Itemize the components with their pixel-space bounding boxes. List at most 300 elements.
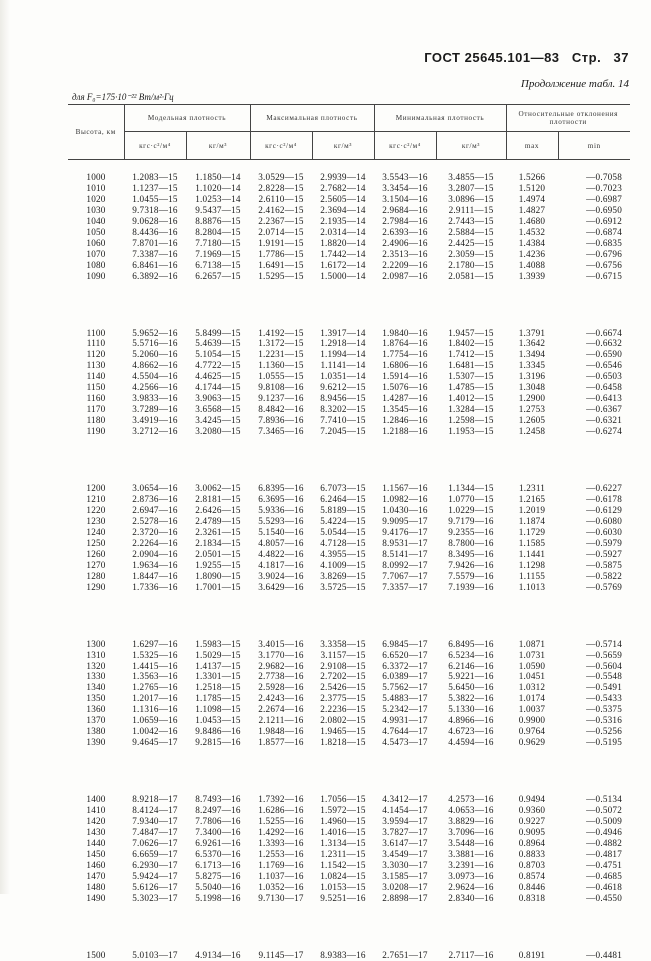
table-row [68, 737, 630, 748]
value-cell: 2.6110—15 [258, 193, 304, 204]
value-cell: 3.5543—16 [382, 172, 428, 182]
value-cell: 5.3822—16 [448, 693, 494, 704]
value-cell: 6.9261—16 [195, 837, 241, 848]
value-cell: 1.1567—16 [382, 483, 428, 494]
value-cell: 0.8318 [518, 892, 546, 903]
value-cell: 4.6723—16 [448, 726, 494, 737]
value-cell: 3.2080—15 [195, 426, 241, 437]
value-cell: 5.8275—16 [195, 870, 241, 881]
min-density-header: Минимальная плотность [374, 105, 506, 132]
value-cell: 1.9191—15 [258, 237, 304, 248]
value-cell: 4.4822—16 [258, 548, 304, 559]
value-cell: 1.2605 [518, 415, 546, 426]
value-cell: 3.9833—16 [132, 393, 178, 404]
value-cell: 1.1344—15 [448, 483, 494, 494]
value-cell: —0.4481 [586, 949, 622, 960]
altitude-cell: 1290 [86, 581, 106, 592]
unit-kgf-header: кгс·с²/м⁴ [250, 132, 312, 160]
value-cell: 2.1211—16 [258, 715, 304, 726]
value-cell: 1.5295—15 [258, 270, 304, 281]
value-cell: 2.7738—16 [258, 671, 304, 682]
unit-kg-header: кг/м³ [186, 132, 250, 160]
value-cell: 5.4639—15 [195, 338, 241, 349]
value-cell: 1.5255—16 [258, 816, 304, 827]
value-cell: 1.3939 [518, 270, 546, 281]
value-cell: 1.4384 [518, 237, 546, 248]
value-cell: 1.4287—16 [382, 393, 428, 404]
value-cell: 6.8461—16 [132, 259, 178, 270]
unit-kg-header: кг/м³ [312, 132, 374, 160]
value-cell: 7.7806—16 [195, 816, 241, 827]
altitude-cell: 1260 [86, 548, 106, 559]
value-cell: 4.8966—16 [448, 715, 494, 726]
value-cell: 2.3720—16 [132, 526, 178, 537]
table-body [68, 160, 630, 961]
table-row [68, 194, 630, 205]
value-cell: 5.4883—17 [382, 693, 428, 704]
value-cell: —0.6274 [586, 426, 622, 437]
value-cell: 4.9931—17 [382, 715, 428, 726]
altitude-cell: 1240 [86, 526, 106, 537]
relative-deviation-header: Относительные отклонения плотности [506, 105, 630, 132]
value-cell: 2.2236—15 [320, 704, 366, 715]
value-cell: 1.2753 [518, 404, 546, 415]
altitude-cell: 1190 [86, 426, 106, 437]
table-row [68, 682, 630, 693]
value-cell: 1.6491—15 [258, 259, 304, 270]
value-cell: 0.8191 [518, 949, 546, 960]
value-cell: 2.7443—15 [448, 215, 494, 226]
value-cell: 6.2146—16 [448, 660, 494, 671]
value-cell: 3.0654—16 [132, 483, 178, 494]
altitude-cell: 1180 [86, 415, 106, 426]
value-cell: 1.3345 [518, 360, 546, 371]
altitude-cell: 1030 [86, 204, 106, 215]
value-cell: 1.4415—16 [132, 660, 178, 671]
altitude-cell: 1480 [86, 881, 106, 892]
value-cell: —0.5769 [586, 581, 622, 592]
value-cell: 4.9134—16 [195, 949, 241, 960]
altitude-cell: 1320 [86, 660, 106, 671]
value-cell: 2.9682—16 [258, 660, 304, 671]
table-row [68, 426, 630, 437]
value-cell: 3.5725—15 [320, 581, 366, 592]
value-cell: —0.6546 [586, 360, 622, 371]
value-cell: —0.6321 [586, 415, 622, 426]
value-cell: 6.0389—17 [382, 671, 428, 682]
value-cell: 7.9340—17 [132, 816, 178, 827]
value-cell: 4.3955—15 [320, 548, 366, 559]
value-cell: 2.7202—15 [320, 671, 366, 682]
value-cell: —0.4550 [586, 892, 622, 903]
value-cell: 9.5251—16 [320, 892, 366, 903]
value-cell: 1.9848—16 [258, 726, 304, 737]
value-cell: 5.1054—15 [195, 349, 241, 360]
value-cell: 0.8964 [518, 837, 546, 848]
value-cell: 7.3357—17 [382, 581, 428, 592]
value-cell: 1.1316—16 [132, 704, 178, 715]
altitude-cell: 1340 [86, 682, 106, 693]
value-cell: 9.9095—17 [382, 515, 428, 526]
value-cell: 5.5040—16 [195, 881, 241, 892]
value-cell: 1.0037 [518, 704, 546, 715]
value-cell: 1.2017—16 [132, 693, 178, 704]
value-cell: 7.5579—16 [448, 570, 494, 581]
value-cell: 8.5141—17 [382, 548, 428, 559]
altitude-cell: 1380 [86, 726, 106, 737]
value-cell: 9.1237—16 [258, 393, 304, 404]
table-row [68, 415, 630, 426]
altitude-cell: 1440 [86, 837, 106, 848]
table-row [68, 216, 630, 227]
value-cell: 0.8703 [518, 859, 546, 870]
value-cell: 1.6172—14 [320, 259, 366, 270]
table-row [68, 494, 630, 505]
altitude-cell: 1410 [86, 805, 106, 816]
value-cell: 5.4224—15 [320, 515, 366, 526]
value-cell: 1.0770—15 [448, 494, 494, 505]
value-cell: 3.4549—17 [382, 848, 428, 859]
value-cell: 3.9024—16 [258, 570, 304, 581]
value-cell: —0.5072 [586, 805, 622, 816]
value-cell: —0.6503 [586, 371, 622, 382]
value-cell: 8.7493—16 [195, 794, 241, 805]
value-cell: 2.8340—16 [448, 892, 494, 903]
value-cell: 1.4960—15 [320, 816, 366, 827]
value-cell: 7.3400—16 [195, 826, 241, 837]
value-cell: 4.1009—15 [320, 559, 366, 570]
value-cell: 2.8898—17 [382, 892, 428, 903]
value-cell: 1.7056—15 [320, 794, 366, 805]
value-cell: —0.6874 [586, 226, 622, 237]
value-cell: 1.4680 [518, 215, 546, 226]
value-cell: 6.3695—16 [258, 494, 304, 505]
value-cell: 9.8108—16 [258, 382, 304, 393]
value-cell: 1.0174 [518, 693, 546, 704]
value-cell: 1.1953—15 [448, 426, 494, 437]
value-cell: 1.8218—15 [320, 737, 366, 748]
table-row [68, 249, 630, 260]
value-cell: 6.6520—17 [382, 649, 428, 660]
table-row [68, 893, 630, 904]
value-cell: 2.1780—15 [448, 259, 494, 270]
value-cell: 2.7682—14 [320, 182, 366, 193]
value-cell: 1.2019 [518, 504, 546, 515]
value-cell: 4.5473—17 [382, 737, 428, 748]
value-cell: 4.1744—15 [195, 382, 241, 393]
value-cell: 0.9629 [518, 737, 546, 748]
value-cell: 9.0628—16 [132, 215, 178, 226]
value-cell: 2.5278—16 [132, 515, 178, 526]
value-cell: 1.3196 [518, 371, 546, 382]
value-cell: 1.0453—15 [195, 715, 241, 726]
density-table [68, 104, 630, 961]
altitude-cell: 1460 [86, 859, 106, 870]
value-cell: 1.0590 [518, 660, 546, 671]
altitude-cell: 1020 [86, 193, 106, 204]
value-cell: 5.5716—16 [132, 338, 178, 349]
value-cell: 1.0982—16 [382, 494, 428, 505]
value-cell: 8.9383—16 [320, 949, 366, 960]
value-cell: 1.3494 [518, 349, 546, 360]
value-cell: 9.7130—17 [258, 892, 304, 903]
page-number: 37 [613, 50, 629, 65]
value-cell: 1.9634—16 [132, 559, 178, 570]
value-cell: 1.0824—15 [320, 870, 366, 881]
value-cell: 5.1540—16 [258, 526, 304, 537]
value-cell: 3.6147—17 [382, 837, 428, 848]
value-cell: 3.8269—15 [320, 570, 366, 581]
value-cell: —0.5548 [586, 671, 622, 682]
value-cell: 4.7128—15 [320, 537, 366, 548]
altitude-cell: 1230 [86, 515, 106, 526]
value-cell: —0.5316 [586, 715, 622, 726]
unit-kgf-header: кгс·с²/м⁴ [124, 132, 186, 160]
value-cell: 1.9465—15 [320, 726, 366, 737]
value-cell: 8.7800—16 [448, 537, 494, 548]
value-cell: 8.9456—15 [320, 393, 366, 404]
value-cell: 1.2765—16 [132, 682, 178, 693]
value-cell: 8.4124—17 [132, 805, 178, 816]
table-row [68, 527, 630, 538]
value-cell: 1.3284—15 [448, 404, 494, 415]
value-cell: 2.0501—15 [195, 548, 241, 559]
altitude-cell: 1140 [86, 371, 106, 382]
value-cell: 2.6947—16 [132, 504, 178, 515]
value-cell: 2.7984—16 [382, 215, 428, 226]
value-cell: 1.5266 [518, 172, 546, 182]
max-deviation-header: max [506, 132, 558, 160]
value-cell: 8.2804—15 [195, 226, 241, 237]
value-cell: 3.9063—15 [195, 393, 241, 404]
value-cell: 1.1785—15 [195, 693, 241, 704]
value-cell: 2.5928—16 [258, 682, 304, 693]
value-cell: 6.5234—16 [448, 649, 494, 660]
value-cell: 5.1330—16 [448, 704, 494, 715]
value-cell: 2.0581—15 [448, 270, 494, 281]
value-cell: 2.0904—16 [132, 548, 178, 559]
altitude-cell: 1210 [86, 494, 106, 505]
value-cell: 3.0973—16 [448, 870, 494, 881]
value-cell: 2.0714—15 [258, 226, 304, 237]
value-cell: 0.8574 [518, 870, 546, 881]
value-cell: 1.1360—15 [258, 360, 304, 371]
value-cell: 1.2518—15 [195, 682, 241, 693]
table-row [68, 371, 630, 382]
table-row [68, 360, 630, 371]
value-cell: 1.4236 [518, 248, 546, 259]
value-cell: 1.5029—15 [195, 649, 241, 660]
value-cell: —0.6756 [586, 259, 622, 270]
value-cell: 2.2674—16 [258, 704, 304, 715]
value-cell: 7.1969—15 [195, 248, 241, 259]
value-cell: 1.1298 [518, 559, 546, 570]
value-cell: 3.2391—16 [448, 859, 494, 870]
value-cell: 0.9900 [518, 715, 546, 726]
value-cell: 8.4842—16 [258, 404, 304, 415]
value-cell: 1.1020—14 [195, 182, 241, 193]
value-cell: 1.5120 [518, 182, 546, 193]
altitude-cell: 1400 [86, 794, 106, 805]
value-cell: 1.2188—16 [382, 426, 428, 437]
altitude-cell: 1070 [86, 248, 106, 259]
value-cell: 2.0802—15 [320, 715, 366, 726]
altitude-cell: 1200 [86, 483, 106, 494]
table-row [68, 582, 630, 593]
group-separator [68, 282, 630, 328]
value-cell: —0.6129 [586, 504, 622, 515]
value-cell: 5.6450—16 [448, 682, 494, 693]
table-row [68, 571, 630, 582]
value-cell: 1.1441 [518, 548, 546, 559]
value-cell: 1.5914—16 [382, 371, 428, 382]
value-cell: 1.5972—15 [320, 805, 366, 816]
altitude-cell: 1500 [86, 949, 106, 960]
table-row [68, 238, 630, 249]
value-cell: 5.9652—16 [132, 327, 178, 338]
altitude-cell: 1310 [86, 649, 106, 660]
value-cell: 1.3642 [518, 338, 546, 349]
table-row [68, 338, 630, 349]
table-row [68, 715, 630, 726]
value-cell: 3.1157—15 [320, 649, 366, 660]
value-cell: 6.2657—15 [195, 270, 241, 281]
altitude-cell: 1390 [86, 737, 106, 748]
value-cell: 2.8181—15 [195, 494, 241, 505]
value-cell: 4.0653—16 [448, 805, 494, 816]
value-cell: 1.6286—16 [258, 805, 304, 816]
value-cell: 1.1874 [518, 515, 546, 526]
value-cell: 1.3393—16 [258, 837, 304, 848]
value-cell: 1.6297—16 [132, 638, 178, 649]
altitude-cell: 1130 [86, 360, 106, 371]
table-row [68, 205, 630, 216]
value-cell: 7.0626—17 [132, 837, 178, 848]
altitude-cell: 1490 [86, 892, 106, 903]
value-cell: 3.1770—16 [258, 649, 304, 660]
value-cell: 7.9426—16 [448, 559, 494, 570]
value-cell: 3.3881—16 [448, 848, 494, 859]
value-cell: —0.5009 [586, 816, 622, 827]
table-row [68, 860, 630, 871]
altitude-cell: 1300 [86, 638, 106, 649]
value-cell: 7.7067—17 [382, 570, 428, 581]
value-cell: 3.8829—16 [448, 816, 494, 827]
value-cell: 0.8446 [518, 881, 546, 892]
altitude-cell: 1100 [86, 327, 106, 338]
value-cell: 4.2566—16 [132, 382, 178, 393]
value-cell: 2.3694—14 [320, 204, 366, 215]
value-cell: —0.6674 [586, 327, 622, 338]
value-cell: —0.5875 [586, 559, 622, 570]
altitude-cell: 1370 [86, 715, 106, 726]
table-row [68, 271, 630, 282]
value-cell: 2.0987—16 [382, 270, 428, 281]
value-cell: 4.7722—15 [195, 360, 241, 371]
value-cell: —0.5822 [586, 570, 622, 581]
table-row [68, 650, 630, 661]
altitude-cell: 1090 [86, 270, 106, 281]
value-cell: 3.4855—15 [448, 172, 494, 182]
value-cell: 3.1585—17 [382, 870, 428, 881]
table-row [68, 505, 630, 516]
value-cell: 3.1504—16 [382, 193, 428, 204]
value-cell: 6.3372—17 [382, 660, 428, 671]
altitude-cell: 1280 [86, 570, 106, 581]
value-cell: 1.1141—14 [320, 360, 366, 371]
value-cell: 1.2553—16 [258, 848, 304, 859]
value-cell: 1.2311—15 [320, 848, 366, 859]
value-cell: 2.4906—16 [382, 237, 428, 248]
value-cell: —0.4751 [586, 859, 622, 870]
value-cell: —0.5604 [586, 660, 622, 671]
value-cell: 5.9336—16 [258, 504, 304, 515]
value-cell: 1.3563—16 [132, 671, 178, 682]
value-cell: —0.5714 [586, 638, 622, 649]
value-cell: 5.5293—16 [258, 515, 304, 526]
value-cell: 1.9255—15 [195, 559, 241, 570]
table-row [68, 393, 630, 404]
value-cell: 6.1713—16 [195, 859, 241, 870]
value-cell: 2.9684—16 [382, 204, 428, 215]
value-cell: 6.7138—15 [195, 259, 241, 270]
value-cell: 5.8189—15 [320, 504, 366, 515]
value-cell: —0.5134 [586, 794, 622, 805]
value-cell: 8.2497—16 [195, 805, 241, 816]
value-cell: 7.7410—15 [320, 415, 366, 426]
value-cell: 1.1729 [518, 526, 546, 537]
value-cell: 3.7827—17 [382, 826, 428, 837]
value-cell: 1.1013 [518, 581, 546, 592]
value-cell: 7.4847—17 [132, 826, 178, 837]
value-cell: 3.0529—15 [258, 172, 304, 182]
max-density-header: Максимальная плотность [250, 105, 374, 132]
value-cell: —0.6080 [586, 515, 622, 526]
value-cell: 1.4137—15 [195, 660, 241, 671]
value-cell: 5.0103—17 [132, 949, 178, 960]
value-cell: 0.8833 [518, 848, 546, 859]
value-cell: 6.2930—17 [132, 859, 178, 870]
value-cell: 3.3454—16 [382, 182, 428, 193]
value-cell: 3.6568—15 [195, 404, 241, 415]
value-cell: 6.3892—16 [132, 270, 178, 281]
altitude-cell: 1160 [86, 393, 106, 404]
value-cell: 1.8402—15 [448, 338, 494, 349]
value-cell: 2.4789—15 [195, 515, 241, 526]
group-separator [68, 748, 630, 794]
table-row [68, 549, 630, 560]
group-separator [68, 904, 630, 950]
altitude-cell: 1050 [86, 226, 106, 237]
value-cell: 1.2458 [518, 426, 546, 437]
altitude-cell: 1330 [86, 671, 106, 682]
altitude-cell: 1120 [86, 349, 106, 360]
value-cell: —0.6632 [586, 338, 622, 349]
table-row [68, 483, 630, 494]
value-cell: —0.5659 [586, 649, 622, 660]
value-cell: 9.2355—16 [448, 526, 494, 537]
value-cell: 1.3301—15 [195, 671, 241, 682]
table-row [68, 639, 630, 650]
value-cell: 4.7644—17 [382, 726, 428, 737]
value-cell: 8.3202—15 [320, 404, 366, 415]
value-cell: 1.2918—14 [320, 338, 366, 349]
value-cell: 2.0314—14 [320, 226, 366, 237]
value-cell: 8.0992—17 [382, 559, 428, 570]
table-row [68, 538, 630, 549]
table-row [68, 849, 630, 860]
value-cell: 9.8486—16 [195, 726, 241, 737]
